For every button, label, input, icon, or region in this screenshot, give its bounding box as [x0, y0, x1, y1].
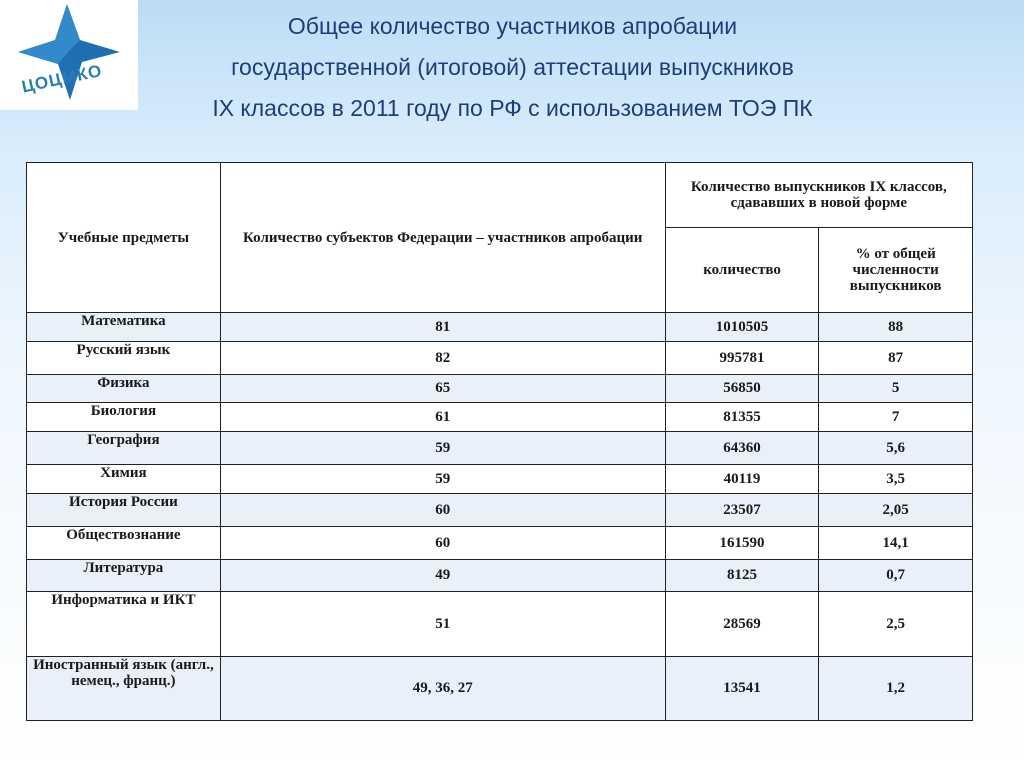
cell-subject: Иностранный язык (англ., немец., франц.)	[27, 657, 221, 721]
header-subject: Учебные предметы	[27, 163, 221, 313]
table-row	[27, 657, 973, 721]
table-row	[27, 432, 973, 465]
table-row	[27, 313, 973, 342]
table-row	[27, 375, 973, 403]
cell-count: 64360	[665, 432, 819, 465]
cell-count: 81355	[665, 403, 819, 432]
cell-percent: 2,05	[819, 494, 973, 527]
cell-regions: 49, 36, 27	[220, 657, 665, 721]
page-title	[140, 6, 885, 129]
cell-count: 161590	[665, 527, 819, 560]
table-row	[27, 527, 973, 560]
table-row	[27, 465, 973, 494]
cell-subject: Литература	[27, 560, 221, 592]
cell-percent: 5,6	[819, 432, 973, 465]
cell-subject: История России	[27, 494, 221, 527]
table-row	[27, 494, 973, 527]
cell-regions: 59	[220, 465, 665, 494]
cell-count: 56850	[665, 375, 819, 403]
star-logo-icon	[0, 0, 138, 110]
cell-count: 8125	[665, 560, 819, 592]
cell-percent: 3,5	[819, 465, 973, 494]
cell-percent: 88	[819, 313, 973, 342]
cell-count: 13541	[665, 657, 819, 721]
cell-percent: 14,1	[819, 527, 973, 560]
cell-subject: Физика	[27, 375, 221, 403]
cell-percent: 5	[819, 375, 973, 403]
cell-percent: 2,5	[819, 592, 973, 657]
table-row	[27, 403, 973, 432]
table-row	[27, 560, 973, 592]
table-body	[27, 313, 973, 721]
cell-regions: 60	[220, 527, 665, 560]
cell-subject: Биология	[27, 403, 221, 432]
cell-count: 40119	[665, 465, 819, 494]
cell-count: 28569	[665, 592, 819, 657]
title-line-3: IX классов в 2011 году по РФ с использованием ТОЭ ПК	[212, 95, 813, 121]
cell-percent: 7	[819, 403, 973, 432]
table-row	[27, 342, 973, 375]
header-percent: % от общей численности выпускников	[819, 228, 973, 313]
header-count: количество	[665, 228, 819, 313]
cell-subject: География	[27, 432, 221, 465]
cell-regions: 60	[220, 494, 665, 527]
cell-regions: 59	[220, 432, 665, 465]
cell-subject: Информатика и ИКТ	[27, 592, 221, 657]
cell-subject: Русский язык	[27, 342, 221, 375]
cell-subject: Обществознание	[27, 527, 221, 560]
cell-count: 23507	[665, 494, 819, 527]
cell-regions: 82	[220, 342, 665, 375]
logo	[0, 0, 138, 110]
header-graduates: Количество выпускников IX классов, сдававших в новой форме	[665, 163, 972, 228]
header-regions: Количество субъектов Федерации – участников апробации	[220, 163, 665, 313]
title-line-1: Общее количество участников апробации	[287, 13, 738, 39]
cell-percent: 0,7	[819, 560, 973, 592]
cell-subject: Математика	[27, 313, 221, 342]
cell-count: 995781	[665, 342, 819, 375]
cell-regions: 51	[220, 592, 665, 657]
cell-regions: 49	[220, 560, 665, 592]
table-row	[27, 592, 973, 657]
cell-regions: 81	[220, 313, 665, 342]
title-line-2: государственной (итоговой) аттестации выпускников	[231, 54, 794, 80]
logo-text: ЦОЦМКО	[20, 60, 104, 97]
cell-percent: 87	[819, 342, 973, 375]
cell-subject: Химия	[27, 465, 221, 494]
cell-count: 1010505	[665, 313, 819, 342]
participants-table	[26, 162, 973, 721]
cell-regions: 61	[220, 403, 665, 432]
cell-regions: 65	[220, 375, 665, 403]
cell-percent: 1,2	[819, 657, 973, 721]
